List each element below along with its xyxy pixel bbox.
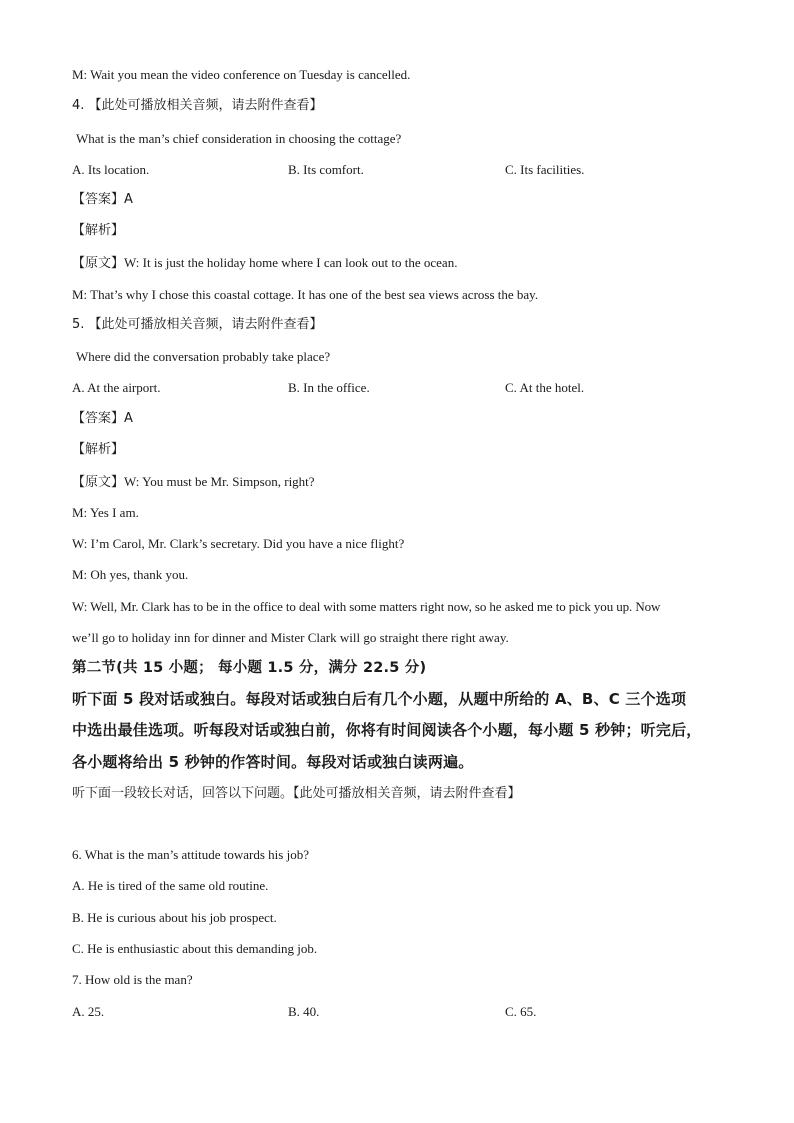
question-6-text: 6. What is the man’s attitude towards his job?: [72, 847, 309, 862]
q5-option-c: C. At the hotel.: [505, 380, 585, 395]
section-instructions: 中选出最佳选项。听每段对话或独白前，你将有时间阅读各个小题，每小题 5 秒钟；听完后，: [72, 721, 702, 739]
transcript-line: 【原文】W: You must be Mr. Simpson, right?: [72, 474, 315, 489]
q6-option-b: B. He is curious about his job prospect.: [72, 910, 277, 925]
dialogue-line: M: Yes I am.: [72, 505, 139, 520]
q6-option-a: A. He is tired of the same old routine.: [72, 878, 269, 893]
q6-option-c: C. He is enthusiastic about this demanding job.: [72, 941, 318, 956]
dialogue-line: M: Wait you mean the video conference on Tuesday is cancelled.: [72, 67, 411, 82]
q4-option-b: B. Its comfort.: [288, 162, 364, 177]
question-5-audio: 5. 【此处可播放相关音频，请去附件查看】: [72, 317, 323, 332]
section-heading: 第二节(共 15 小题； 每小题 1.5 分，满分 22.5 分): [72, 660, 427, 676]
section-instructions: 听下面 5 段对话或独白。每段对话或独白后有几个小题，从题中所给的 A、B、C 三个选项: [72, 690, 687, 708]
answer-label: 【答案】A: [72, 192, 133, 207]
q7-option-c: C. 65.: [505, 1004, 537, 1019]
dialogue-line: we’ll go to holiday inn for dinner and Mister Clark will go straight there right away.: [72, 630, 509, 645]
q5-option-a: A. At the airport.: [72, 380, 161, 395]
dialogue-line: M: That’s why I chose this coastal cottage. It has one of the best sea views across the bay.: [72, 287, 539, 302]
q7-option-b: B. 40.: [288, 1004, 320, 1019]
dialogue-line: W: I’m Carol, Mr. Clark’s secretary. Did you have a nice flight?: [72, 536, 405, 551]
dialogue-line: M: Oh yes, thank you.: [72, 567, 189, 582]
question-4-audio: 4. 【此处可播放相关音频，请去附件查看】: [72, 98, 323, 113]
transcript-line: 【原文】W: It is just the holiday home where I can look out to the ocean.: [72, 255, 458, 270]
q7-option-a: A. 25.: [72, 1004, 105, 1019]
passage-instructions: 听下面一段较长对话，回答以下问题。【此处可播放相关音频，请去附件查看】: [72, 786, 521, 801]
q4-option-a: A. Its location.: [72, 162, 150, 177]
question-4-text: What is the man’s chief consideration in choosing the cottage?: [76, 131, 402, 146]
q4-option-c: C. Its facilities.: [505, 162, 585, 177]
section-instructions: 各小题将给出 5 秒钟的作答时间。每段对话或独白读两遍。: [72, 753, 474, 771]
answer-label: 【答案】A: [72, 411, 133, 426]
dialogue-line: W: Well, Mr. Clark has to be in the office to deal with some matters right now, so he asked me to pick you up. Now: [72, 599, 661, 614]
question-5-text: Where did the conversation probably take place?: [76, 349, 331, 364]
analysis-label: 【解析】: [72, 223, 125, 238]
q5-option-b: B. In the office.: [288, 380, 370, 395]
analysis-label: 【解析】: [72, 442, 125, 457]
question-7-text: 7. How old is the man?: [72, 972, 193, 987]
